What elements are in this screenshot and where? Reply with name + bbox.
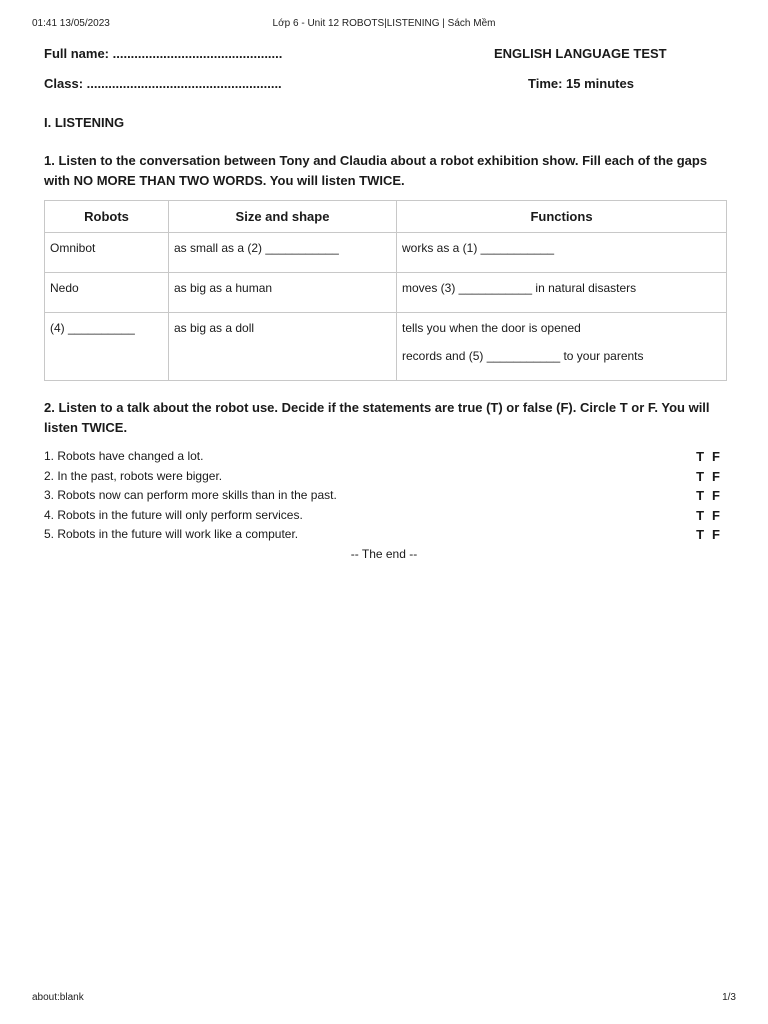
- robots-table: [44, 200, 727, 381]
- tf-statement-row: [44, 527, 720, 546]
- size-cell: as small as a (2) ___________: [169, 233, 397, 273]
- functions-cell: [397, 313, 727, 381]
- true-option[interactable]: T: [696, 508, 705, 523]
- statement-text: 1. Robots have changed a lot.: [44, 449, 204, 463]
- statement-text: 5. Robots in the future will work like a computer.: [44, 527, 299, 541]
- false-option[interactable]: F: [712, 527, 720, 542]
- function-line: works as a (1) ___________: [402, 241, 555, 255]
- column-header-functions: Functions: [397, 201, 727, 233]
- robot-cell: Nedo: [45, 273, 169, 313]
- tf-options: [696, 508, 720, 523]
- tf-statement-row: [44, 488, 720, 507]
- table-header-row: [45, 201, 727, 233]
- column-header-robots: Robots: [45, 201, 169, 233]
- table-row: [45, 313, 727, 381]
- part1-instructions: 1. Listen to the conversation between Tony and Claudia about a robot exhibition show. Fill each of the gaps with NO MORE THAN TWO WORDS. You will listen TWICE.: [44, 153, 708, 188]
- tf-statement-row: [44, 469, 720, 488]
- true-option[interactable]: T: [696, 469, 705, 484]
- tf-statement-row: [44, 449, 720, 468]
- tf-options: [696, 488, 720, 503]
- test-time: Time: 15 minutes: [528, 76, 634, 91]
- tf-options: [696, 469, 720, 484]
- print-datetime: 01:41 13/05/2023: [32, 18, 110, 29]
- print-page-title: Lớp 6 - Unit 12 ROBOTS|LISTENING | Sách Mềm: [272, 18, 496, 29]
- column-header-size: Size and shape: [169, 201, 397, 233]
- statement-text: 4. Robots in the future will only perform services.: [44, 508, 303, 522]
- functions-cell: [397, 233, 727, 273]
- section-title: I. LISTENING: [44, 115, 125, 130]
- true-option[interactable]: T: [696, 527, 705, 542]
- false-option[interactable]: F: [712, 508, 720, 523]
- tf-options: [696, 449, 720, 464]
- print-url: about:blank: [32, 992, 84, 1003]
- false-option[interactable]: F: [712, 449, 720, 464]
- false-option[interactable]: F: [712, 469, 720, 484]
- class-line: Class: ......................................................: [44, 76, 282, 91]
- true-option[interactable]: T: [696, 488, 705, 503]
- functions-cell: [397, 273, 727, 313]
- statement-text: 2. In the past, robots were bigger.: [44, 469, 223, 483]
- end-marker: -- The end --: [350, 547, 418, 561]
- false-option[interactable]: F: [712, 488, 720, 503]
- tf-statement-row: [44, 508, 720, 527]
- test-title: ENGLISH LANGUAGE TEST: [494, 46, 667, 61]
- size-cell: as big as a doll: [169, 313, 397, 381]
- robot-cell: Omnibot: [45, 233, 169, 273]
- robot-cell: (4) __________: [45, 313, 169, 381]
- part2-instructions: 2. Listen to a talk about the robot use. Decide if the statements are true (T) or false (F). Circle T or F. You will listen TWICE.: [44, 400, 710, 435]
- print-page-number: 1/3: [722, 992, 736, 1003]
- function-line: records and (5) ___________ to your parents: [402, 349, 644, 363]
- tf-options: [696, 527, 720, 542]
- true-option[interactable]: T: [696, 449, 705, 464]
- table-row: [45, 273, 727, 313]
- size-cell: as big as a human: [169, 273, 397, 313]
- full-name-line: Full name: ...............................................: [44, 46, 283, 61]
- function-line: moves (3) ___________ in natural disasters: [402, 281, 637, 295]
- function-line: tells you when the door is opened: [402, 321, 581, 335]
- statement-text: 3. Robots now can perform more skills than in the past.: [44, 488, 337, 502]
- table-row: [45, 233, 727, 273]
